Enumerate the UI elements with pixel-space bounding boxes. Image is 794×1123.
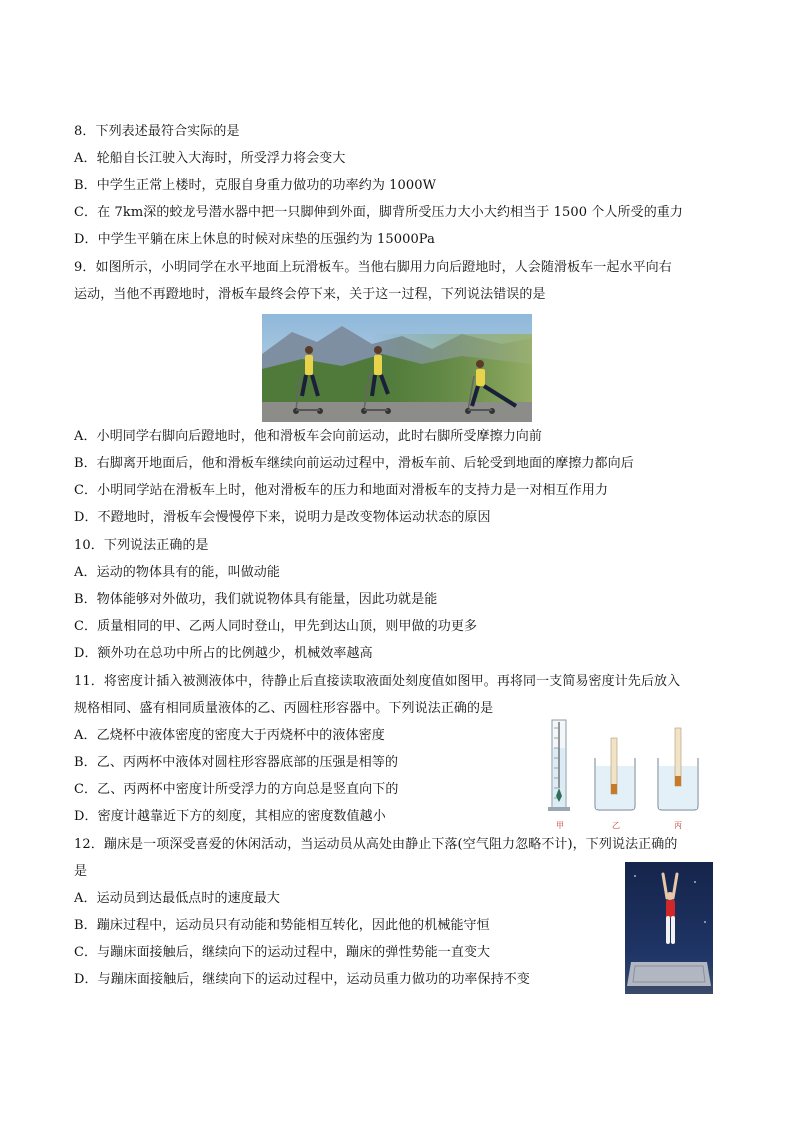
q9-stem-line1: 9．如图所示，小明同学在水平地面上玩滑板车。当他右脚用力向后蹬地时，人会随滑板车一起水平向右 [74, 260, 672, 275]
scooter-photo [262, 314, 532, 422]
trampoline-photo [625, 862, 713, 994]
q12-option-b: B．蹦床过程中，运动员只有动能和势能相互转化，因此他的机械能守恒 [74, 918, 490, 933]
q8-option-b: B．中学生正常上楼时，克服自身重力做功的功率约为 1000W [74, 178, 437, 193]
q10-stem: 10．下列说法正确的是 [74, 538, 209, 553]
q9-option-b: B．右脚离开地面后，他和滑板车继续向前运动过程中，滑板车前、后轮受到地面的摩擦力都向后 [74, 456, 634, 471]
q10-option-d: D．额外功在总功中所占的比例越少，机械效率越高 [74, 646, 373, 661]
q11-option-b: B．乙、丙两杯中液体对圆柱形容器底部的压强是相等的 [74, 755, 399, 770]
hydrometer-figure [540, 718, 720, 836]
q10-option-a: A．运动的物体具有的能，叫做动能 [74, 565, 280, 580]
caption-jia: 甲 [556, 821, 564, 830]
q12-option-d: D．与蹦床面接触后，继续向下的运动过程中，运动员重力做功的功率保持不变 [74, 972, 530, 987]
q8-option-c: C．在 7km深的蛟龙号潜水器中把一只脚伸到外面，脚背所受压力大小大约相当于 1500 个人所受的重力 [74, 205, 684, 220]
beaker-bing [658, 728, 698, 810]
q11-option-c: C．乙、丙两杯中密度计所受浮力的方向总是竖直向下的 [74, 782, 399, 797]
caption-bing: 丙 [674, 821, 682, 830]
beaker-yi [595, 738, 635, 810]
q12-stem-line2: 是 [74, 864, 88, 879]
q10-option-c: C．质量相同的甲、乙两人同时登山，甲先到达山顶，则甲做的功更多 [74, 619, 478, 634]
q9-option-d: D．不蹬地时，滑板车会慢慢停下来，说明力是改变物体运动状态的原因 [74, 510, 491, 525]
q9-option-c: C．小明同学站在滑板车上时，他对滑板车的压力和地面对滑板车的支持力是一对相互作用力 [74, 483, 609, 498]
q12-option-a: A．运动员到达最低点时的速度最大 [74, 891, 280, 906]
q10-option-b: B．物体能够对外做功，我们就说物体具有能量，因此功就是能 [74, 592, 438, 607]
q8-stem: 8．下列表述最符合实际的是 [74, 124, 240, 139]
q12-option-c: C．与蹦床面接触后，继续向下的运动过程中，蹦床的弹性势能一直变大 [74, 945, 491, 960]
q11-option-d: D．密度计越靠近下方的刻度，其相应的密度数值越小 [74, 809, 386, 824]
q12-stem-line1: 12．蹦床是一项深受喜爱的休闲活动，当运动员从高处由静止下落(空气阻力忽略不计)，下列说法正确的 [74, 837, 678, 852]
caption-yi: 乙 [612, 821, 620, 830]
q11-option-a: A．乙烧杯中液体密度的密度大于丙烧杯中的液体密度 [74, 728, 385, 743]
q8-option-d: D．中学生平躺在床上休息的时候对床垫的压强约为 15000Pa [74, 232, 435, 247]
q8-option-a: A．轮船自长江驶入大海时，所受浮力将会变大 [74, 151, 346, 166]
q11-stem-line1: 11．将密度计插入被测液体中，待静止后直接读取液面处刻度值如图甲。再将同一支简易密度计先后放入 [74, 674, 681, 689]
q11-stem-line2: 规格相同、盛有相同质量液体的乙、丙圆柱形容器中。下列说法正确的是 [74, 701, 494, 716]
q9-option-a: A．小明同学右脚向后蹬地时，他和滑板车会向前运动，此时右脚所受摩擦力向前 [74, 429, 542, 444]
q9-stem-line2: 运动，当他不再蹬地时，滑板车最终会停下来，关于这一过程，下列说法错误的是 [74, 287, 546, 302]
graduated-cylinder [548, 720, 570, 811]
